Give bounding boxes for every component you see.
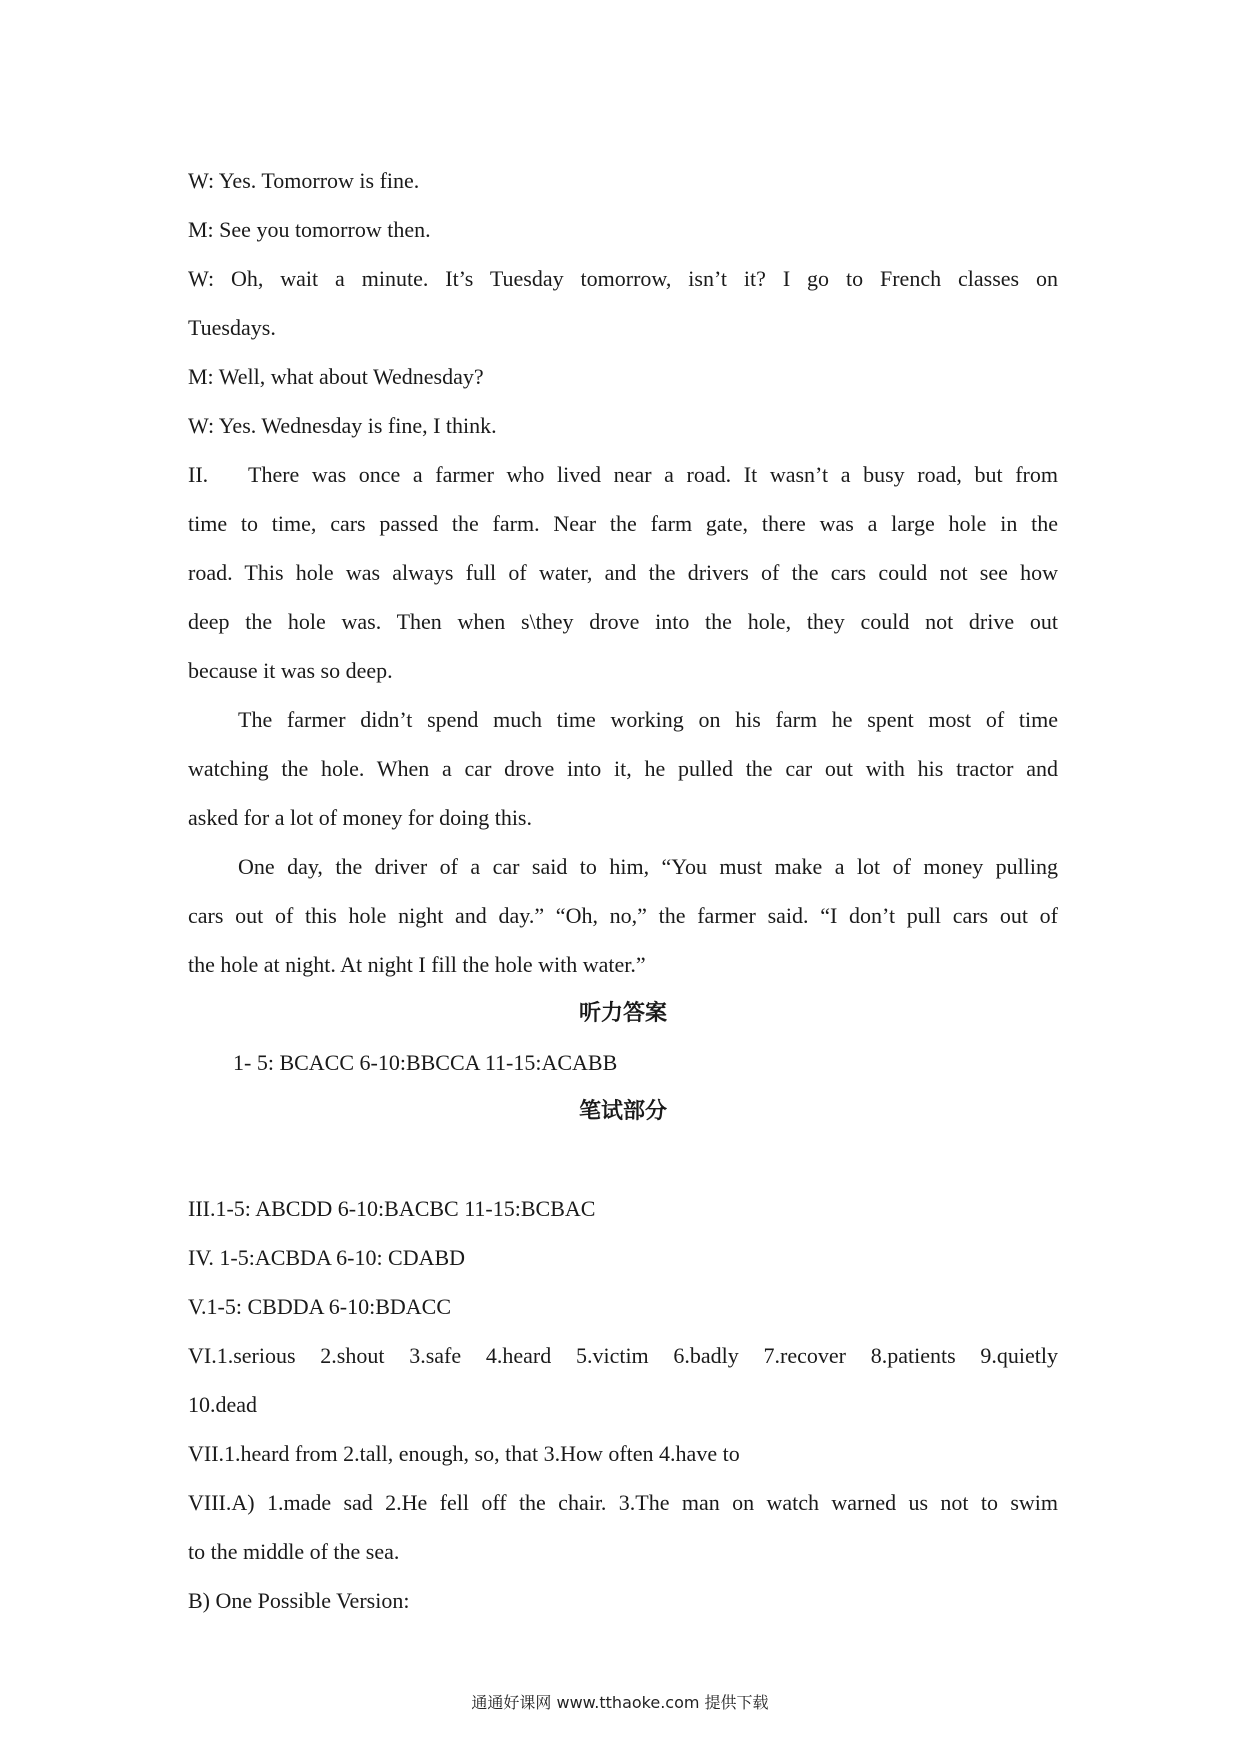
answer-line: VIII.A) 1.made sad 2.He fell off the chair. 3.The man on watch warned us not to swim bbox=[188, 1490, 1058, 1515]
listening-answers-line: 1- 5: BCACC 6-10:BBCCA 11-15:ACABB bbox=[233, 1050, 618, 1075]
listening-answers-heading: 听力答案 bbox=[578, 1001, 667, 1026]
passage-line: time to time, cars passed the farm. Near the farm gate, there was a large hole in the bbox=[188, 511, 1058, 536]
dialogue-line: W: Oh, wait a minute. It’s Tuesday tomorrow, isn’t it? I go to French classes on bbox=[188, 266, 1058, 291]
passage-line: the hole at night. At night I fill the hole with water.” bbox=[188, 952, 646, 977]
page-content bbox=[188, 156, 1058, 1625]
spacer bbox=[188, 1136, 1058, 1184]
passage-line: because it was so deep. bbox=[188, 658, 393, 683]
answer-line: to the middle of the sea. bbox=[188, 1539, 400, 1564]
answer-line: III.1-5: ABCDD 6-10:BACBC 11-15:BCBAC bbox=[188, 1196, 596, 1221]
answer-line: B) One Possible Version: bbox=[188, 1588, 410, 1613]
dialogue-line: W: Yes. Tomorrow is fine. bbox=[188, 168, 420, 193]
page-footer: 通通好课网 www.tthaoke.com 提供下载 bbox=[471, 1693, 769, 1712]
answer-line: IV. 1-5:ACBDA 6-10: CDABD bbox=[188, 1245, 466, 1270]
passage-line: The farmer didn’t spend much time working on his farm he spent most of time bbox=[238, 707, 1058, 732]
answer-line: VII.1.heard from 2.tall, enough, so, that 3.How often 4.have to bbox=[188, 1441, 740, 1466]
dialogue-line: Tuesdays. bbox=[188, 315, 276, 340]
passage-line: road. This hole was always full of water, and the drivers of the cars could not see how bbox=[188, 560, 1058, 585]
passage-line bbox=[188, 450, 1058, 499]
dialogue-line: W: Yes. Wednesday is fine, I think. bbox=[188, 413, 497, 438]
passage-text: There was once a farmer who lived near a road. It wasn’t a busy road, but from bbox=[248, 462, 1058, 487]
written-section-heading: 笔试部分 bbox=[578, 1099, 667, 1124]
answer-line: 10.dead bbox=[188, 1392, 258, 1417]
answer-line: VI.1.serious 2.shout 3.safe 4.heard 5.victim 6.badly 7.recover 8.patients 9.quietly bbox=[188, 1343, 1058, 1368]
dialogue-line: M: Well, what about Wednesday? bbox=[188, 364, 484, 389]
passage-line: watching the hole. When a car drove into it, he pulled the car out with his tractor and bbox=[188, 756, 1058, 781]
passage-line: cars out of this hole night and day.” “Oh, no,” the farmer said. “I don’t pull cars out of bbox=[188, 903, 1058, 928]
answer-line: V.1-5: CBDDA 6-10:BDACC bbox=[188, 1294, 452, 1319]
passage-line: One day, the driver of a car said to him, “You must make a lot of money pulling bbox=[238, 854, 1058, 879]
passage-line: asked for a lot of money for doing this. bbox=[188, 805, 532, 830]
passage-line: deep the hole was. Then when s\they drove into the hole, they could not drive out bbox=[188, 609, 1058, 634]
section-number: II. bbox=[188, 462, 209, 487]
dialogue-line: M: See you tomorrow then. bbox=[188, 217, 431, 242]
